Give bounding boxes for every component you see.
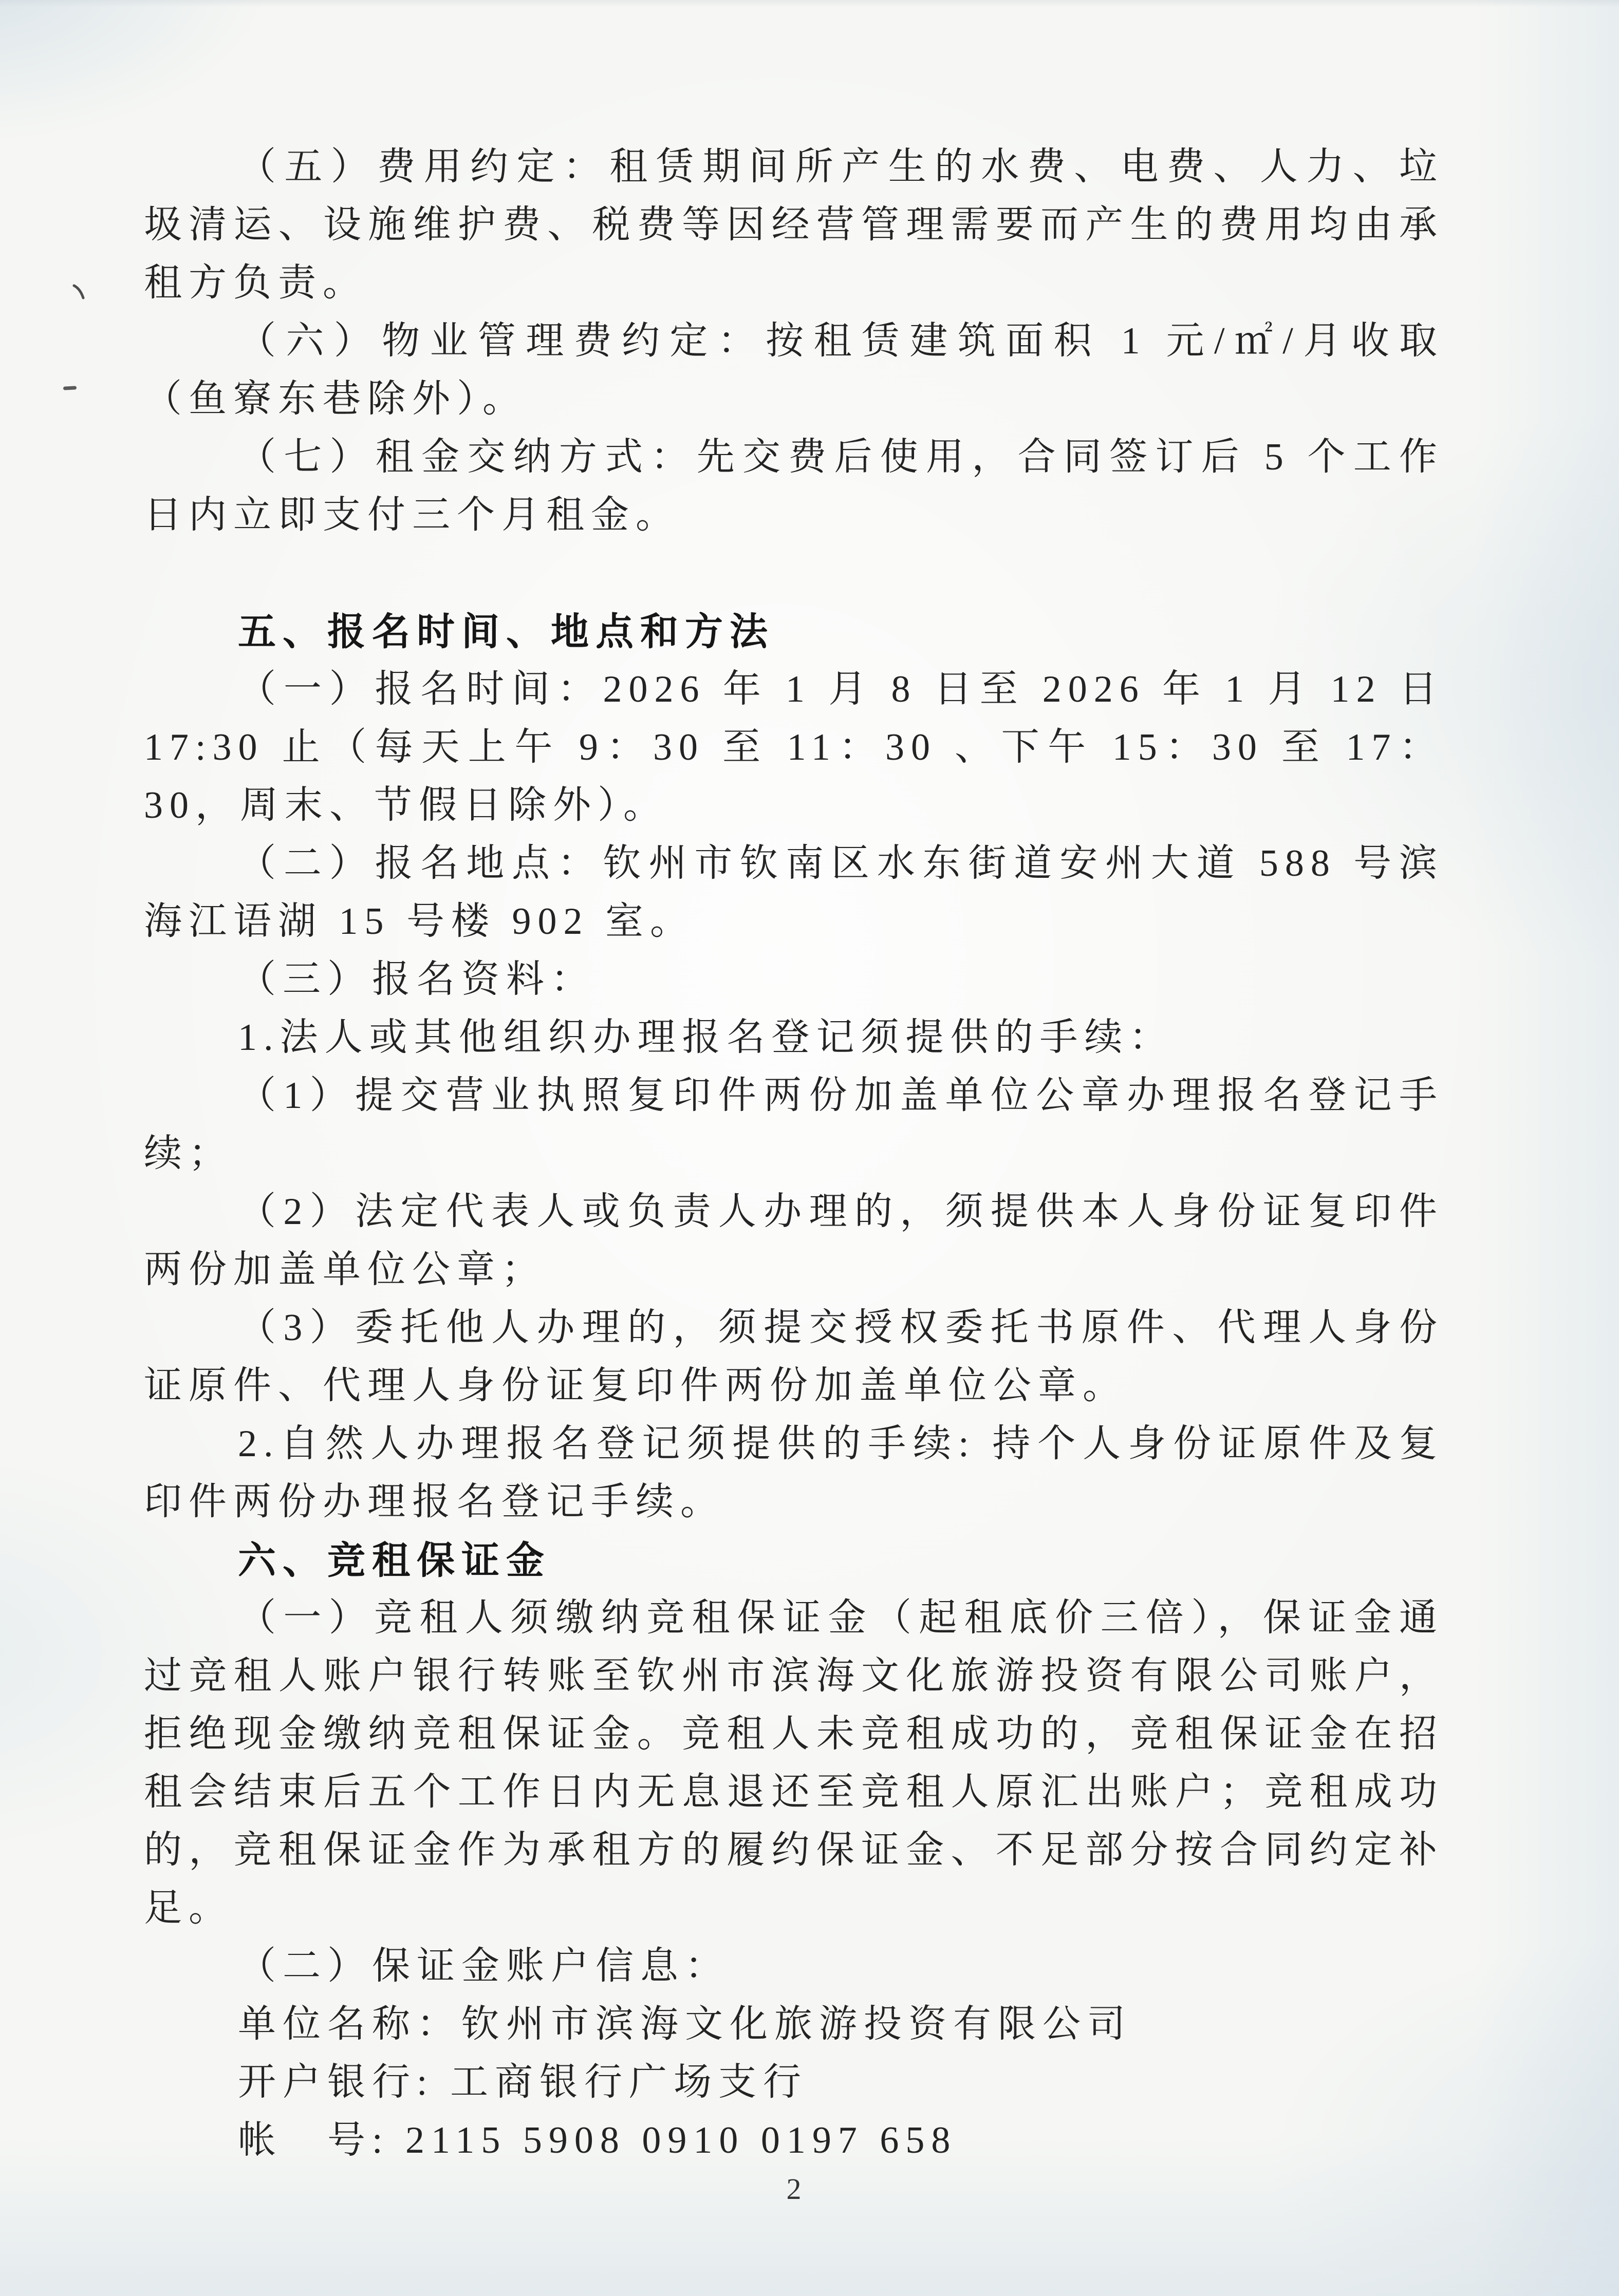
heading-section-five-registration: 五、报名时间、地点和方法: [238, 610, 774, 653]
document-body: [144, 138, 1444, 2170]
scan-artifact-dash-mark: [63, 386, 77, 390]
heading-section-six-deposit: 六、竞租保证金: [238, 1539, 551, 1582]
para-account-unit-name: 单位名称：钦州市滨海文化旅游投资有限公司: [238, 2003, 1132, 2045]
para-item-2-legal-representative: （2）法定代表人或负责人办理的，须提供本人身份证复印件两份加盖单位公章；: [144, 1191, 1444, 1291]
para-registration-materials: （三）报名资料：: [238, 958, 596, 1001]
para-legal-entity-procedures: 1.法人或其他组织办理报名登记须提供的手续：: [238, 1017, 1174, 1059]
page-number: 2: [786, 2172, 802, 2206]
para-item-1-business-license: （1）提交营业执照复印件两份加盖单位公章办理报名登记手续；: [144, 1075, 1444, 1175]
para-registration-time: （一）报名时间：2026 年 1 月 8 日至 2026 年 1 月 12 日 17:30 止（每天上午 9：30 至 11：30 、下午 15：30 至 17：30，周末、节假日除外）。: [144, 668, 1444, 826]
para-deposit-account-info: （二）保证金账户信息：: [238, 1945, 730, 1987]
para-natural-person-procedures: 2.自然人办理报名登记须提供的手续: 持个人身份证原件及复印件两份办理报名登记手续。: [144, 1423, 1444, 1523]
para-deposit-requirements: （一）竞租人须缴纳竞租保证金（起租底价三倍），保证金通过竞租人账户银行转账至钦州市滨海文化旅游投资有限公司账户，拒绝现金缴纳竞租保证金。竞租人未竞租成功的，竞租保证金在招租会结束后五个工作日内无息退还至竞租人原汇出账户；竞租成功的，竞租保证金作为承租方的履约保证金、不足部分按合同约定补足。: [144, 1597, 1444, 1929]
para-account-number: 帐 号: 2115 5908 0910 0197 658: [238, 2119, 957, 2161]
para-property-management-fee: （六）物业管理费约定：按租赁建筑面积 1 元/㎡/月收取（鱼寮东巷除外）。: [144, 320, 1444, 420]
para-fee-agreement: （五）费用约定：租赁期间所产生的水费、电费、人力、垃圾清运、设施维护费、税费等因经营管理需要而产生的费用均由承租方负责。: [144, 146, 1444, 304]
para-rent-payment-method: （七）租金交纳方式：先交费后使用，合同签订后 5 个工作日内立即支付三个月租金。: [144, 436, 1444, 536]
para-item-3-authorized-agent: （3）委托他人办理的，须提交授权委托书原件、代理人身份证原件、代理人身份证复印件两份加盖单位公章。: [144, 1307, 1444, 1407]
para-account-bank: 开户银行: 工商银行广场支行: [238, 2061, 808, 2103]
scan-artifact-comma-mark: [72, 284, 87, 301]
para-registration-location: （二）报名地点：钦州市钦南区水东街道安州大道 588 号滨海江语湖 15 号楼 902 室。: [144, 842, 1444, 943]
